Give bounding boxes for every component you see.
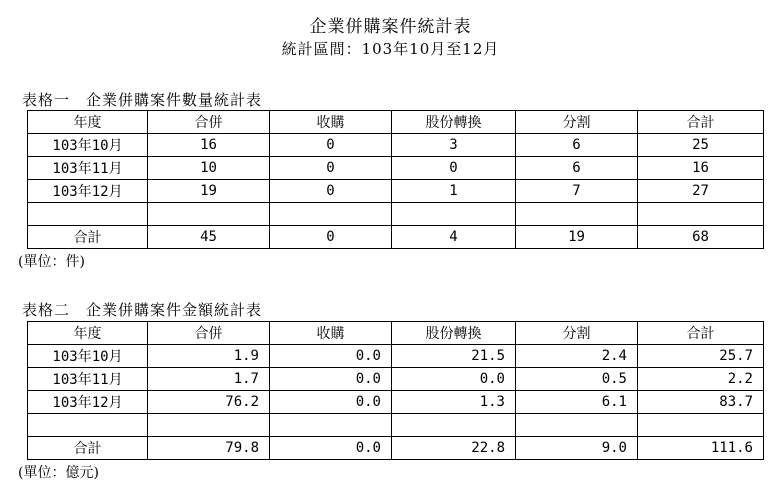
header-division: 分割: [516, 322, 638, 345]
cell-share-exchange: 0: [392, 157, 516, 180]
cell-division: 7: [516, 180, 638, 203]
case-count-table: [27, 110, 764, 249]
table1-unit: (單位：件): [18, 254, 85, 270]
cell-division: 6: [516, 134, 638, 157]
header-share-exchange: 股份轉換: [392, 322, 516, 345]
cell-empty: [638, 414, 764, 437]
header-acquisition: 收購: [270, 111, 392, 134]
cell-share-exchange: 21.5: [392, 345, 516, 368]
header-total: 合計: [638, 111, 764, 134]
cell-total: 25: [638, 134, 764, 157]
cell-acquisition: 0.0: [270, 368, 392, 391]
header-share-exchange: 股份轉換: [392, 111, 516, 134]
cell-empty: [28, 414, 148, 437]
table-row: [28, 157, 764, 180]
cell-merger: 16: [148, 134, 270, 157]
cell-period: 103年10月: [28, 345, 148, 368]
cell-division: 9.0: [516, 437, 638, 460]
cell-period: 103年10月: [28, 134, 148, 157]
cell-total: 27: [638, 180, 764, 203]
cell-total-label: 合計: [28, 226, 148, 249]
cell-empty: [270, 203, 392, 226]
total-row: [28, 226, 764, 249]
cell-period: 103年12月: [28, 180, 148, 203]
table-row: [28, 134, 764, 157]
table1-caption: 表格一 企業併購案件數量統計表: [22, 91, 263, 109]
header-total: 合計: [638, 322, 764, 345]
cell-acquisition: 0: [270, 134, 392, 157]
table2-unit: (單位：億元): [18, 465, 99, 481]
cell-division: 6.1: [516, 391, 638, 414]
cell-share-exchange: 22.8: [392, 437, 516, 460]
cell-total: 111.6: [638, 437, 764, 460]
cell-total-label: 合計: [28, 437, 148, 460]
cell-total: 25.7: [638, 345, 764, 368]
cell-acquisition: 0: [270, 180, 392, 203]
cell-acquisition: 0: [270, 226, 392, 249]
header-division: 分割: [516, 111, 638, 134]
header-period: 年度: [28, 322, 148, 345]
cell-empty: [516, 203, 638, 226]
table-row: [28, 368, 764, 391]
cell-total: 16: [638, 157, 764, 180]
cell-merger: 1.9: [148, 345, 270, 368]
cell-division: 6: [516, 157, 638, 180]
cell-merger: 76.2: [148, 391, 270, 414]
cell-empty: [392, 203, 516, 226]
table-row: [28, 391, 764, 414]
header-merger: 合併: [148, 322, 270, 345]
cell-share-exchange: 1.3: [392, 391, 516, 414]
cell-total: 2.2: [638, 368, 764, 391]
cell-empty: [270, 414, 392, 437]
cell-division: 2.4: [516, 345, 638, 368]
cell-share-exchange: 3: [392, 134, 516, 157]
document-subtitle: 統計區間：103年10月至12月: [281, 40, 500, 58]
cell-acquisition: 0.0: [270, 391, 392, 414]
cell-empty: [148, 203, 270, 226]
cell-total: 68: [638, 226, 764, 249]
cell-empty: [392, 414, 516, 437]
cell-share-exchange: 1: [392, 180, 516, 203]
table-row: [28, 180, 764, 203]
cell-merger: 1.7: [148, 368, 270, 391]
cell-empty: [516, 414, 638, 437]
table-header-row: [28, 322, 764, 345]
cell-acquisition: 0.0: [270, 345, 392, 368]
cell-merger: 19: [148, 180, 270, 203]
header-merger: 合併: [148, 111, 270, 134]
table-header-row: [28, 111, 764, 134]
header-period: 年度: [28, 111, 148, 134]
cell-acquisition: 0.0: [270, 437, 392, 460]
cell-period: 103年11月: [28, 157, 148, 180]
table2-caption: 表格二 企業併購案件金額統計表: [22, 301, 263, 319]
cell-total: 83.7: [638, 391, 764, 414]
blank-row: [28, 203, 764, 226]
case-amount-table: [27, 321, 764, 460]
total-row: [28, 437, 764, 460]
cell-empty: [638, 203, 764, 226]
cell-share-exchange: 4: [392, 226, 516, 249]
cell-empty: [28, 203, 148, 226]
cell-period: 103年11月: [28, 368, 148, 391]
table-row: [28, 345, 764, 368]
cell-empty: [148, 414, 270, 437]
cell-merger: 10: [148, 157, 270, 180]
header-acquisition: 收購: [270, 322, 392, 345]
cell-share-exchange: 0.0: [392, 368, 516, 391]
document-title: 企業併購案件統計表: [309, 17, 472, 37]
cell-period: 103年12月: [28, 391, 148, 414]
cell-merger: 79.8: [148, 437, 270, 460]
cell-acquisition: 0: [270, 157, 392, 180]
cell-merger: 45: [148, 226, 270, 249]
cell-division: 0.5: [516, 368, 638, 391]
blank-row: [28, 414, 764, 437]
cell-division: 19: [516, 226, 638, 249]
